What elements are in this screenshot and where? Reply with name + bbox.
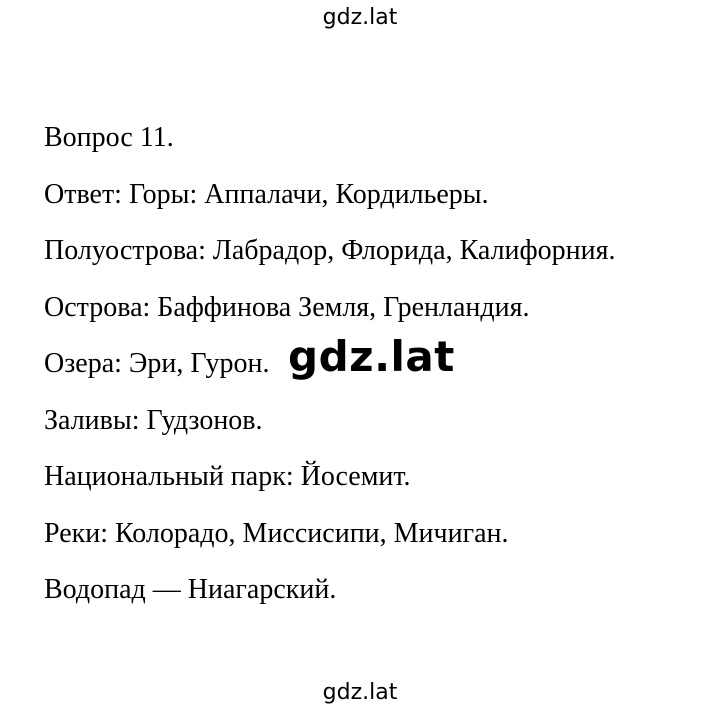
watermark-center: gdz.lat <box>288 332 455 381</box>
answer-line-waterfall: Водопад — Ниагарский. <box>44 574 337 605</box>
watermark-top: gdz.lat <box>322 5 398 30</box>
answer-line-islands: Острова: Баффинова Земля, Гренландия. <box>44 291 530 323</box>
answer-line-peninsulas: Полуострова: Лабрадор, Флорида, Калифорния. <box>44 235 616 266</box>
answer-line-lakes: Озера: Эри, Гурон. <box>44 348 270 379</box>
answer-line-national-park: Национальный парк: Йосемит. <box>44 461 411 492</box>
watermark-bottom: gdz.lat <box>322 680 398 705</box>
answer-line-bays: Заливы: Гудзонов. <box>44 404 263 436</box>
question-heading: Вопрос 11. <box>44 122 174 153</box>
answer-line-mountains: Ответ: Горы: Аппалачи, Кордильеры. <box>44 178 489 210</box>
answer-line-rivers: Реки: Колорадо, Миссисипи, Мичиган. <box>44 517 509 549</box>
